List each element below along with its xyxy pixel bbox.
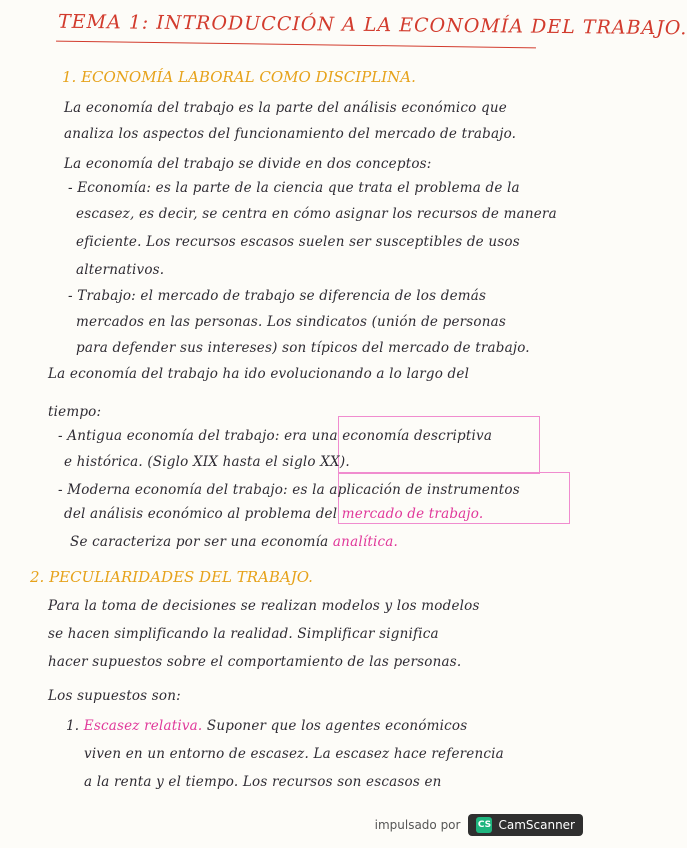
text-fragment: Suponer que los agentes económicos [206, 718, 468, 734]
text-line: tiempo: [48, 404, 102, 420]
text-line: viven en un entorno de escasez. La escasez hace referencia [84, 746, 504, 762]
camscanner-brand: CamScanner [498, 818, 575, 832]
section-2-heading: 2. PECULIARIDADES DEL TRABAJO. [30, 568, 313, 586]
camscanner-logo [468, 814, 583, 836]
bullet-line: - Antigua economía del trabajo: era una economía descriptiva [58, 428, 493, 444]
scarcity-term: Escasez relativa. [83, 718, 203, 734]
text-line: se hacen simplificando la realidad. Simplificar significa [48, 626, 439, 642]
bullet-line: - Economía: es la parte de la ciencia que trata el problema de la [68, 180, 520, 196]
title-underline [56, 41, 536, 49]
watermark [375, 814, 583, 836]
text-fragment: del análisis económico al problema del [64, 506, 338, 522]
bullet-line: - Trabajo: el mercado de trabajo se diferencia de los demás [68, 288, 487, 304]
text-line: alternativos. [76, 262, 165, 278]
text-line: La economía del trabajo es la parte del análisis económico que [64, 100, 507, 116]
highlight-market: mercado de trabajo. [341, 506, 484, 522]
highlight-analytic: analítica. [332, 534, 398, 550]
text-line: hacer supuestos sobre el comportamiento de las personas. [48, 654, 462, 670]
annotation-box [338, 416, 540, 474]
text-fragment: Se caracteriza por ser una economía [70, 534, 329, 550]
text-line: eficiente. Los recursos escasos suelen ser susceptibles de usos [76, 234, 520, 250]
text-line: a la renta y el tiempo. Los recursos son escasos en [84, 774, 442, 790]
text-line: Para la toma de decisiones se realizan modelos y los modelos [48, 598, 480, 614]
text-line: analiza los aspectos del funcionamiento del mercado de trabajo. [64, 126, 517, 142]
text-line: Los supuestos son: [48, 688, 181, 704]
watermark-prefix: impulsado por [374, 818, 461, 832]
bullet-line: - Moderna economía del trabajo: es la aplicación de instrumentos [58, 482, 520, 498]
camscanner-icon: CS [476, 817, 492, 833]
page-title: TEMA 1: INTRODUCCIÓN A LA ECONOMÍA DEL TRABAJO. [57, 10, 687, 40]
list-item [66, 718, 467, 734]
text-line: La economía del trabajo ha ido evolucionando a lo largo del [48, 366, 470, 382]
text-line: e histórica. (Siglo XIX hasta el siglo XX). [64, 454, 350, 470]
text-line [70, 534, 398, 550]
list-number: 1. [66, 718, 80, 734]
text-line: para defender sus intereses) son típicos del mercado de trabajo. [76, 340, 530, 356]
text-line: La economía del trabajo se divide en dos conceptos: [64, 156, 432, 172]
text-line: mercados en las personas. Los sindicatos (unión de personas [76, 314, 507, 330]
text-line: escasez, es decir, se centra en cómo asignar los recursos de manera [76, 206, 557, 222]
text-line [64, 506, 483, 522]
section-1-heading: 1. ECONOMÍA LABORAL COMO DISCIPLINA. [62, 68, 416, 86]
